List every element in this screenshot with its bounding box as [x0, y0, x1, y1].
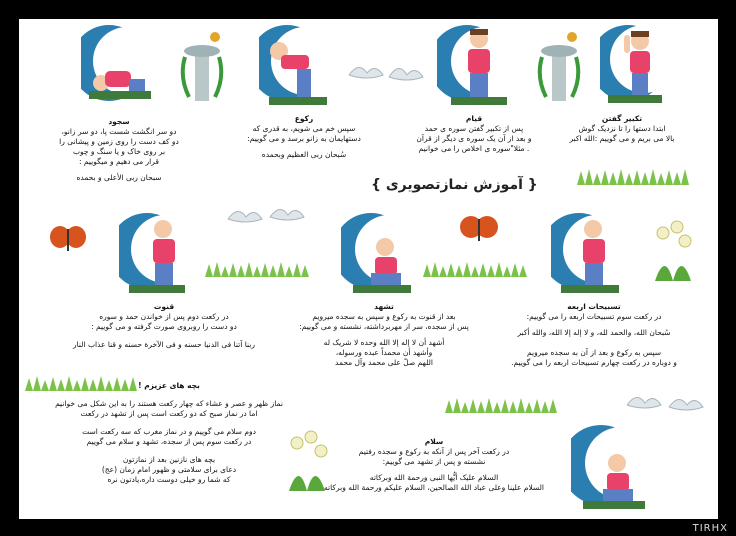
grass-decoration — [445, 397, 557, 413]
kids-heading: بچه های عزیزم ! — [138, 381, 200, 390]
sujud-illustration — [81, 21, 159, 107]
kids-text — [29, 381, 309, 485]
tashahhud-dhikr: وأشهد أن محمداً عبده ورسوله، — [335, 348, 433, 357]
qiyam-text — [404, 114, 544, 154]
qiyam-illustration — [437, 21, 517, 107]
qunut-line: در رکعت دوم پس از خواندن حمد و سوره — [99, 312, 229, 321]
tashahhud-dhikr: اللهم صلّ علی محمد وآل محمد — [335, 358, 433, 367]
qunut-heading: قنوت — [153, 302, 175, 311]
grass-decoration — [205, 261, 313, 277]
tasbihat-heading: تسبیحات اربعه — [567, 302, 621, 311]
tashahhud-text — [284, 302, 484, 368]
flying-doves — [345, 55, 425, 87]
salam-heading: سلام — [424, 437, 444, 446]
kids-line: اما در نماز صبح که دو رکعت است پس از تشهد در رکعت — [80, 409, 258, 418]
kids-line: دعای برای سلامتی و ظهور امام زمان (عج) — [101, 465, 237, 474]
tasbihat-illustration — [551, 207, 627, 295]
ruku-heading: رکوع — [294, 114, 314, 123]
takbir-heading: تکبیر گفتن — [601, 114, 643, 123]
page-title: { آموزش نمازتصویری } — [371, 177, 538, 193]
kids-line: دوم سلام می گوییم و در نماز مغرب که سه رکعت است — [82, 427, 256, 436]
qiyam-heading: قیام — [465, 114, 483, 123]
qunut-dhikr: ربنا آتنا فی الدنیا حسنه و فی الآخرة حسنه و قنا عذاب النار — [73, 340, 255, 349]
tashahhud-heading: تشهد — [374, 302, 394, 311]
sujud-text — [39, 117, 199, 183]
poster-sheet — [19, 19, 718, 519]
salam-dhikr: السلام علینا وعلی عباد الله الصالحین، السلام علیکم ورحمة الله وبرکاته — [324, 483, 544, 492]
watermark: TIRHX — [692, 523, 728, 534]
tasbihat-dhikr: سُبحان الله، والحمد لله، و لا إله إلا الله، والله أکبر — [517, 328, 671, 337]
kids-line: نماز ظهر و عصر و عشاء که چهار رکعت هستند را به این شکل می خوانیم — [55, 399, 283, 408]
butterfly-icon — [49, 225, 87, 255]
takbir-line: ابتدا دستها را تا نزدیک گوش — [578, 124, 666, 133]
sujud-line: بر روی خاک و یا سنگ و چوب — [72, 147, 166, 156]
tasbihat-line: سپس به رکوع و بعد از آن به سجده میرویم — [527, 348, 661, 357]
birdbath-illustration-2 — [179, 27, 227, 107]
ruku-dhikr: سُبحان ربی العظیم وبحمده — [261, 150, 347, 159]
salam-text — [304, 437, 564, 493]
salam-illustration — [571, 419, 653, 511]
ruku-line: سپس خم می شویم، به قدری که — [252, 124, 356, 133]
kids-line: بچه های نازنین بعد از نمازتون — [122, 455, 216, 464]
qiyam-line: و بعد از آن یک سوره ی دیگر از قرآن — [416, 134, 532, 143]
butterfly-icon-2 — [459, 215, 499, 245]
sujud-line: قرار می دهیم و میگوییم : — [79, 157, 159, 166]
tasbihat-line: و دوباره در رکعت چهارم تسبیحات اربعه را می گوییم. — [511, 358, 677, 367]
grass-decoration — [423, 261, 533, 277]
salam-dhikr: السلام علیک أیُّها النبی ورحمة الله وبرکاته — [369, 473, 499, 482]
sujud-dhikr: سبحان ربی الأعلی و بحمده — [76, 173, 162, 182]
tasbihat-line: در رکعت سوم تسبیحات اربعه را می گوییم: — [526, 312, 662, 321]
tashahhud-line: پس از سجده، سر از مهربرداشته، نشسته و می گوییم: — [299, 322, 469, 331]
ruku-illustration — [259, 21, 335, 107]
qiyam-line: پس از تکبیر گفتن سوره ی حمد — [424, 124, 524, 133]
sujud-line: دو کف دست را روی زمین و پیشانی را — [59, 137, 179, 146]
qunut-text — [59, 302, 269, 350]
tashahhud-line: بعد از قنوت به رکوع و سپس به سجده میرویم — [312, 312, 456, 321]
ruku-line: دستهایمان به زانو برسد و می گوییم: — [247, 134, 361, 143]
flying-doves-3 — [623, 385, 709, 417]
kids-line: در رکعت سوم پس از سجده، تشهد و سلام می گوییم — [86, 437, 252, 446]
tashahhud-dhikr: أشهد أن لا إله إلا الله وحده لا شریک له — [323, 338, 445, 347]
daisy-flowers — [651, 219, 695, 281]
sujud-line: دو سر انگشت شست پا، دو سر زانو، — [61, 127, 177, 136]
birdbath-illustration — [536, 27, 584, 107]
takbir-illustration — [600, 21, 668, 107]
qiyam-line: . مثلا"سوره ی اخلاص را می خوانیم — [418, 144, 530, 153]
kids-line: که شما رو خیلی دوست داره،یادتون نره — [107, 475, 231, 484]
takbir-line: بالا می بریم و می گوییم :الله اکبر — [569, 134, 675, 143]
salam-line: نشسته و پس از تشهد می گوییم: — [382, 457, 486, 466]
grass-decoration — [577, 167, 693, 185]
flying-doves-2 — [224, 199, 309, 229]
ruku-text — [224, 114, 384, 160]
tashahhud-illustration — [341, 207, 419, 295]
qunut-line: دو دست را روبروی صورت گرفته و می گوییم : — [91, 322, 237, 331]
tasbihat-text — [499, 302, 689, 368]
sujud-heading: سجود — [108, 117, 130, 126]
qunut-illustration — [119, 207, 193, 295]
salam-line: در رکعت آخر پس از آنکه به رکوع و سجده رفتیم — [358, 447, 510, 456]
takbir-text — [552, 114, 692, 144]
